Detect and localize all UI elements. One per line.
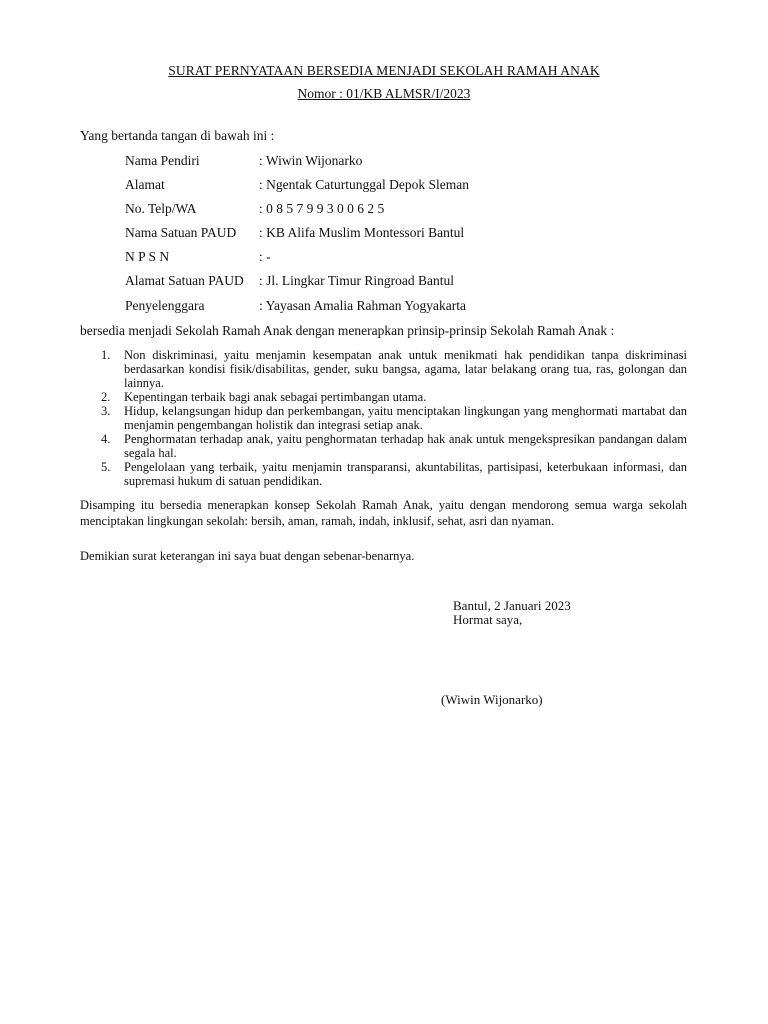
list-item [80, 348, 687, 390]
list-number: 4. [101, 432, 111, 446]
identity-label: Nama Satuan PAUD [125, 225, 237, 240]
letter-title: SURAT PERNYATAAN BERSEDIA MENJADI SEKOLAH RAMAH ANAK [168, 63, 600, 78]
identity-value: : Jl. Lingkar Timur Ringroad Bantul [259, 273, 455, 288]
list-number: 2. [101, 390, 111, 404]
list-number: 5. [101, 460, 111, 474]
identity-label: N P S N [125, 249, 170, 264]
identity-value: : 0 8 5 7 9 9 3 0 0 6 2 5 [259, 201, 385, 216]
identity-value: : Ngentak Caturtunggal Depok Sleman [259, 177, 469, 192]
identity-row-founder [125, 153, 362, 169]
closing-sentence: Demikian surat keterangan ini saya buat dengan sebenar-benarnya. [80, 549, 415, 563]
identity-row-npsn [125, 249, 271, 265]
intro-text: Yang bertanda tangan di bawah ini : [80, 128, 275, 143]
identity-row-paud-name [125, 225, 464, 241]
identity-row-address [125, 177, 469, 193]
identity-label: Alamat Satuan PAUD [125, 273, 244, 288]
identity-label: Penyelenggara [125, 298, 205, 313]
list-text: Hidup, kelangsungan hidup dan perkembangan, yaitu menciptakan lingkungan yang menghormati martabat dan menjamin pengembangan holistik dan integrasi setiap anak. [124, 404, 687, 432]
list-item [80, 390, 687, 404]
list-text: Kepentingan terbaik bagi anak sebagai pertimbangan utama. [124, 390, 427, 404]
identity-value: : Wiwin Wijonarko [259, 153, 363, 168]
list-item [80, 460, 687, 488]
identity-value: : - [259, 249, 271, 264]
list-number: 1. [101, 348, 111, 362]
lead-sentence: bersedia menjadi Sekolah Ramah Anak dengan menerapkan prinsip-prinsip Sekolah Ramah Anak : [80, 323, 615, 338]
identity-row-phone [125, 201, 384, 217]
identity-value: : Yayasan Amalia Rahman Yogyakarta [259, 298, 466, 313]
list-text: Non diskriminasi, yaitu menjamin kesempatan anak untuk menikmati hak pendidikan tanpa diskriminasi berdasarkan kondisi fisik/disabilitas, gender, suku bangsa, agama, latar belakang orang tua, ras, golongan dan lainnya. [124, 348, 687, 390]
identity-label: Alamat [125, 177, 165, 192]
identity-row-organizer [125, 298, 466, 314]
list-item [80, 432, 687, 460]
regards-text: Hormat saya, [453, 612, 523, 627]
list-item [80, 404, 687, 432]
concept-paragraph: Disamping itu bersedia menerapkan konsep Sekolah Ramah Anak, yaitu dengan mendorong semua warga sekolah menciptakan lingkungan sekolah: bersih, aman, ramah, indah, inklusif, sehat, asri dan nyaman. [80, 498, 687, 528]
letter-number: Nomor : 01/KB ALMSR/I/2023 [297, 86, 471, 101]
identity-label: No. Telp/WA [125, 201, 197, 216]
place-date: Bantul, 2 Januari 2023 [453, 598, 571, 613]
identity-row-paud-address [125, 273, 454, 289]
principles-list [80, 348, 687, 488]
identity-label: Nama Pendiri [125, 153, 200, 168]
signer-name: (Wiwin Wijonarko) [441, 692, 543, 707]
identity-value: : KB Alifa Muslim Montessori Bantul [259, 225, 465, 240]
list-text: Penghormatan terhadap anak, yaitu penghormatan terhadap hak anak untuk mengekspresikan pandangan dalam segala hal. [124, 432, 687, 460]
list-text: Pengelolaan yang terbaik, yaitu menjamin transparansi, akuntabilitas, partisipasi, keterbukaan informasi, dan supremasi hukum di satuan pendidikan. [124, 460, 687, 488]
list-number: 3. [101, 404, 111, 418]
